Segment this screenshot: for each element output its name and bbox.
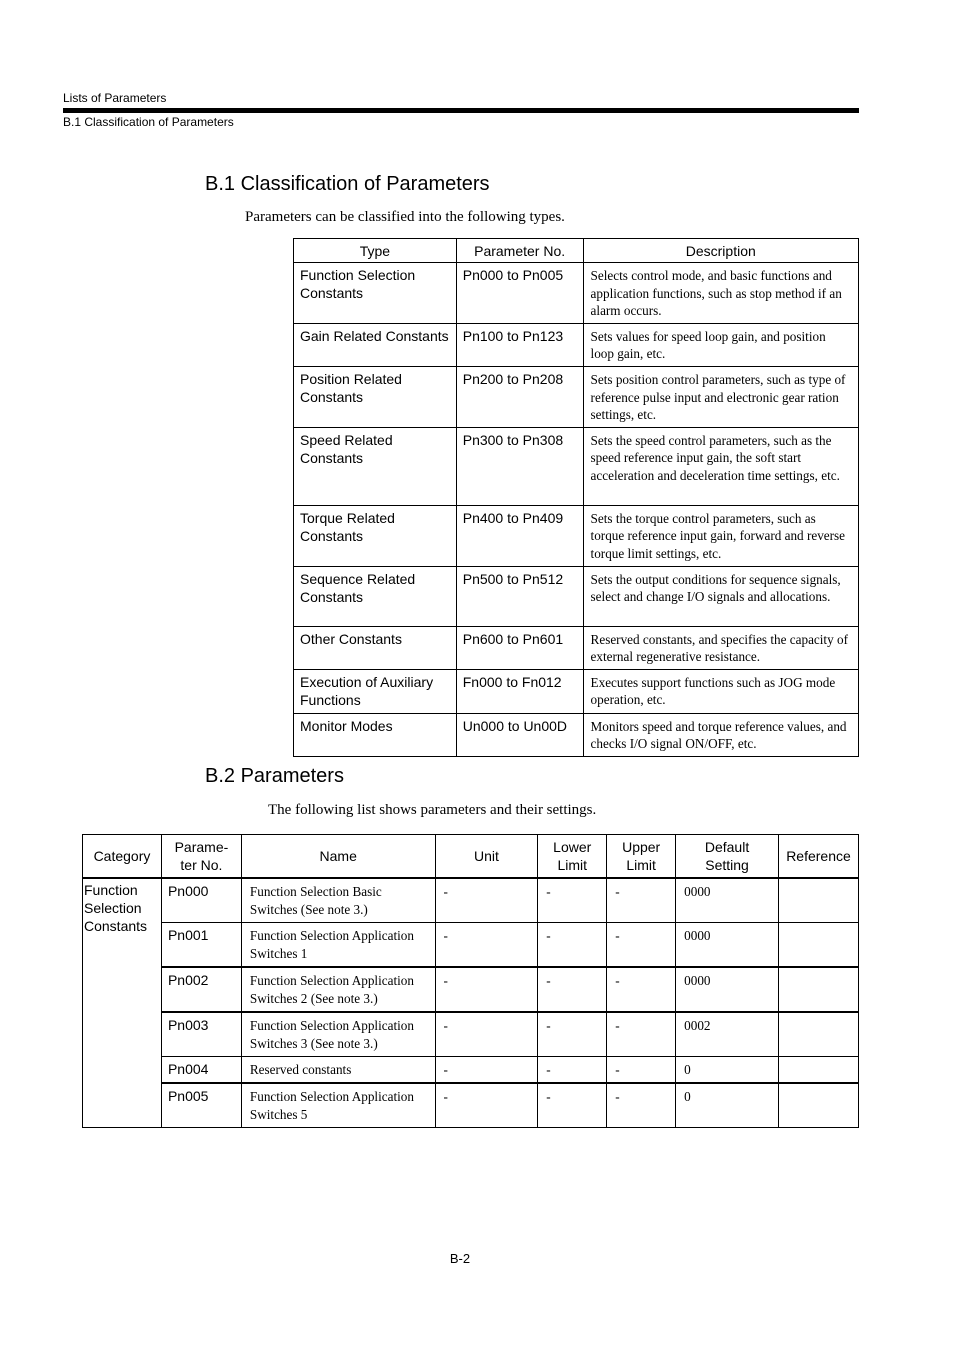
column-header-reference: Reference xyxy=(778,835,858,879)
table-row xyxy=(294,427,859,505)
upper-limit-cell: - xyxy=(607,1012,676,1057)
column-header-description: Description xyxy=(583,239,858,263)
reference-cell xyxy=(778,1083,858,1128)
type-cell: Gain Related Constants xyxy=(294,323,457,366)
param-range-cell: Pn400 to Pn409 xyxy=(456,505,583,566)
param-name-cell: Function Selection Application Switches 2 (See note 3.) xyxy=(241,967,435,1012)
parameters-table xyxy=(82,834,859,1128)
param-name-cell: Reserved constants xyxy=(241,1057,435,1084)
param-range-cell: Pn600 to Pn601 xyxy=(456,626,583,669)
table-row xyxy=(294,669,859,713)
section-title-b2: B.2 Parameters xyxy=(205,765,344,787)
type-cell: Execution of Auxiliary Functions xyxy=(294,669,457,713)
table-row xyxy=(83,878,859,923)
column-header-default-setting xyxy=(676,835,779,879)
upper-limit-cell: - xyxy=(607,967,676,1012)
param-range-cell: Pn000 to Pn005 xyxy=(456,263,583,324)
description-cell: Sets values for speed loop gain, and position loop gain, etc. xyxy=(583,323,858,366)
type-cell: Position Related Constants xyxy=(294,366,457,427)
lower-limit-cell: - xyxy=(538,923,607,968)
table-row xyxy=(83,1083,859,1128)
default-setting-cell: 0 xyxy=(676,1057,779,1084)
lower-limit-cell: - xyxy=(538,1083,607,1128)
reference-cell xyxy=(778,1057,858,1084)
default-setting-header-label: Default Setting xyxy=(704,839,750,873)
table-row xyxy=(294,263,859,324)
reference-cell xyxy=(778,967,858,1012)
table-row xyxy=(83,923,859,968)
upper-limit-cell: - xyxy=(607,1057,676,1084)
description-cell: Executes support functions such as JOG mode operation, etc. xyxy=(583,669,858,713)
param-no-cell: Pn003 xyxy=(161,1012,241,1057)
type-cell: Torque Related Constants xyxy=(294,505,457,566)
table-row xyxy=(83,967,859,1012)
param-range-cell: Pn100 to Pn123 xyxy=(456,323,583,366)
param-name-cell: Function Selection Application Switches 1 xyxy=(241,923,435,968)
table-row xyxy=(294,713,859,756)
table-row xyxy=(83,1057,859,1084)
param-no-cell: Pn002 xyxy=(161,967,241,1012)
section-intro-b1: Parameters can be classified into the following types. xyxy=(245,209,565,225)
classification-table xyxy=(293,238,859,757)
default-setting-cell: 0 xyxy=(676,1083,779,1128)
type-cell: Speed Related Constants xyxy=(294,427,457,505)
description-cell: Reserved constants, and specifies the capacity of external regenerative resistance. xyxy=(583,626,858,669)
description-cell: Sets the torque control parameters, such as torque reference input gain, forward and reverse torque limit settings, etc. xyxy=(583,505,858,566)
upper-limit-cell: - xyxy=(607,923,676,968)
lower-limit-header-label: Lower Limit xyxy=(553,839,592,873)
param-no-header-label: Parame-ter No. xyxy=(174,839,229,873)
unit-cell: - xyxy=(435,1012,538,1057)
default-setting-cell: 0000 xyxy=(676,967,779,1012)
description-cell: Sets position control parameters, such as type of reference pulse input and electronic gear ration settings, etc. xyxy=(583,366,858,427)
unit-cell: - xyxy=(435,1057,538,1084)
column-header-parameter-no: Parameter No. xyxy=(456,239,583,263)
unit-cell: - xyxy=(435,967,538,1012)
description-cell: Sets the output conditions for sequence signals, select and change I/O signals and allocations. xyxy=(583,566,858,626)
running-header-chapter: Lists of Parameters xyxy=(63,91,167,105)
unit-cell: - xyxy=(435,1083,538,1128)
column-header-category: Category xyxy=(83,835,162,879)
param-range-cell: Pn500 to Pn512 xyxy=(456,566,583,626)
param-name-cell: Function Selection Application Switches 5 xyxy=(241,1083,435,1128)
table-row xyxy=(294,566,859,626)
column-header-upper-limit xyxy=(607,835,676,879)
lower-limit-cell: - xyxy=(538,1012,607,1057)
column-header-unit: Unit xyxy=(435,835,538,879)
column-header-name: Name xyxy=(241,835,435,879)
category-cell: Function Selection Constants xyxy=(83,878,162,1128)
type-cell: Sequence Related Constants xyxy=(294,566,457,626)
column-header-param-no xyxy=(161,835,241,879)
lower-limit-cell: - xyxy=(538,878,607,923)
description-cell: Selects control mode, and basic functions and application functions, such as stop method if an alarm occurs. xyxy=(583,263,858,324)
param-name-cell: Function Selection Application Switches 3 (See note 3.) xyxy=(241,1012,435,1057)
lower-limit-cell: - xyxy=(538,967,607,1012)
description-cell: Sets the speed control parameters, such as the speed reference input gain, the soft start acceleration and deceleration time settings, etc. xyxy=(583,427,858,505)
column-header-lower-limit xyxy=(538,835,607,879)
default-setting-cell: 0000 xyxy=(676,923,779,968)
page-number: B-2 xyxy=(449,1251,471,1266)
unit-cell: - xyxy=(435,878,538,923)
table-header-row xyxy=(83,835,859,879)
section-intro-b2: The following list shows parameters and their settings. xyxy=(268,802,597,818)
upper-limit-header-label: Upper Limit xyxy=(622,839,661,873)
table-row xyxy=(294,626,859,669)
column-header-type: Type xyxy=(294,239,457,263)
header-rule xyxy=(63,108,859,113)
reference-cell xyxy=(778,878,858,923)
reference-cell xyxy=(778,1012,858,1057)
param-range-cell: Fn000 to Fn012 xyxy=(456,669,583,713)
param-name-cell: Function Selection Basic Switches (See note 3.) xyxy=(241,878,435,923)
table-row xyxy=(294,366,859,427)
reference-cell xyxy=(778,923,858,968)
param-no-cell: Pn004 xyxy=(161,1057,241,1084)
upper-limit-cell: - xyxy=(607,1083,676,1128)
table-row xyxy=(294,505,859,566)
description-cell: Monitors speed and torque reference values, and checks I/O signal ON/OFF, etc. xyxy=(583,713,858,756)
lower-limit-cell: - xyxy=(538,1057,607,1084)
type-cell: Other Constants xyxy=(294,626,457,669)
type-cell: Monitor Modes xyxy=(294,713,457,756)
param-range-cell: Un000 to Un00D xyxy=(456,713,583,756)
param-no-cell: Pn005 xyxy=(161,1083,241,1128)
unit-cell: - xyxy=(435,923,538,968)
default-setting-cell: 0002 xyxy=(676,1012,779,1057)
table-header-row xyxy=(294,239,859,263)
section-title-b1: B.1 Classification of Parameters xyxy=(205,173,490,195)
type-cell: Function Selection Constants xyxy=(294,263,457,324)
param-no-cell: Pn000 xyxy=(161,878,241,923)
default-setting-cell: 0000 xyxy=(676,878,779,923)
param-range-cell: Pn300 to Pn308 xyxy=(456,427,583,505)
upper-limit-cell: - xyxy=(607,878,676,923)
param-range-cell: Pn200 to Pn208 xyxy=(456,366,583,427)
param-no-cell: Pn001 xyxy=(161,923,241,968)
table-row xyxy=(83,1012,859,1057)
running-header-section: B.1 Classification of Parameters xyxy=(63,115,234,129)
table-row xyxy=(294,323,859,366)
